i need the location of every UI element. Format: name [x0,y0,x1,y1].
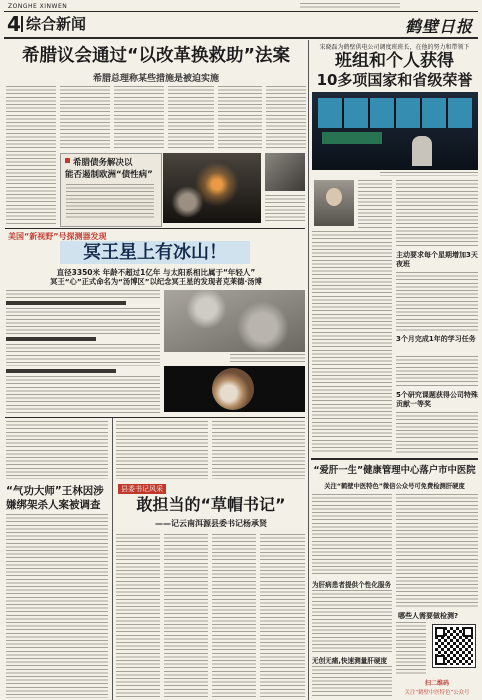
greece-photo-caption [265,195,305,223]
power-team-intro: 宋晓磊为鹤壁供电公司调度班班长，在他的努力和带领下 [319,44,470,51]
greece-body-col-4 [168,86,214,150]
qr-finder [435,627,445,637]
power-team-headline-line2: 10多项国家和省级荣誉 [316,71,473,89]
power-team-body-text-right [396,356,478,388]
pluto-surface-caption [230,354,305,364]
qr-caption-line2: 关注“鹤壁中医特色”公众号 [404,690,470,696]
header-meta-text [300,3,400,8]
power-team-headline-line1: 班组和个人获得 [335,51,454,71]
portrait-photo [314,180,354,226]
party-secretary-body-col-4 [260,534,305,698]
power-team-subhead-3: 5个研究课题获得公司特殊贡献一等奖 [396,391,478,408]
portrait-face [326,188,342,206]
greece-sidebar-box [60,153,162,227]
liver-center-body-text [312,590,392,652]
power-team-subhead-1: 主动要求每个星期增加3天夜班 [396,251,478,268]
greece-body-col-5 [218,86,262,150]
sidebar-title-line2: 能否遏制欧洲“债性病” [65,170,153,180]
greece-bottom-rule [5,228,305,229]
party-secretary-body-col-3 [212,534,256,698]
liver-center-body-text [312,494,392,576]
power-team-body-text-right [396,180,478,248]
greece-protest-photo [163,153,261,223]
qr-finder [463,627,473,637]
pluto-section-heading [6,301,126,305]
right-section-rule [311,458,478,460]
qigong-headline-line2: 嫌绑架杀人案被调查 [6,499,101,511]
section-title: 综合新闻 [26,15,87,33]
pluto-body-text [6,344,160,366]
power-team-body-text-right [396,412,478,454]
greece-body-col-1 [6,86,56,226]
power-team-body-text-right [396,272,478,332]
pluto-body-text [6,308,160,334]
pluto-headline-banner [60,241,250,264]
control-room-screens [318,98,472,128]
pluto-section-heading [6,337,96,341]
power-team-body-text [312,231,392,453]
greece-subhead: 希腊总理称某些措施是被迫实施 [92,74,219,84]
right-column-divider [308,40,309,700]
qr-finder [435,655,445,665]
header-bottom-rule [4,37,478,39]
party-secretary-tag: 县委书记风采 [118,484,166,494]
middle-top-body-text [116,421,208,479]
middle-top-body-text [212,421,305,479]
liver-center-headline: “爱肝一生”健康管理中心落户市中医院 [313,465,476,476]
left-column-body-text [6,421,108,479]
pluto-deck-line1: 直径3350米 年龄不超过1亿年 与太阳系相比属于“年轻人” [56,268,256,277]
liver-center-body-text [312,666,392,698]
control-room-panel [322,132,382,144]
greece-headline: 希腊议会通过“以改革换救助”法案 [21,46,290,66]
party-secretary-body-col-2 [164,534,208,698]
pluto-section-heading [6,369,116,373]
pluto-surface-photo [164,290,305,352]
greece-small-photo [265,153,305,191]
sidebar-title-line1: 希腊债务解决以 [73,158,133,168]
section-pinyin: ZONGHE XINWEN [8,3,68,10]
power-team-body-text [358,180,392,228]
sidebar-bullet-text [66,184,154,220]
pluto-bottom-rule [5,417,305,418]
pluto-headline: 冥王星上有冰山！ [83,242,227,263]
liver-center-subhead-1: 为肝病患者提供个性化服务 [312,581,392,589]
greece-body-col-6 [266,86,306,150]
column-divider [112,418,113,700]
liver-center-subhead-3: 无创无痛,快速测量肝硬度 [312,657,388,665]
liver-center-body-text-right [396,494,478,608]
qr-caption-line1: 扫二维码 [424,680,449,687]
page-number: 4 [7,12,21,36]
greece-body-col-3 [114,86,164,150]
control-room-photo [312,92,478,170]
newspaper-logo: 鹤壁日报 [405,17,474,36]
greece-body-col-2 [60,86,110,150]
party-secretary-subhead: ——记云南洱源县委书记杨承贤 [155,519,267,528]
sidebar-marker-icon [65,158,70,163]
qigong-body-text [6,514,108,698]
liver-center-subhead: 关注“鹤壁中医特色”微信公众号可免费检测肝硬度 [324,483,465,490]
page-number-divider [21,16,23,32]
pluto-body-intro [6,290,160,298]
pluto-body-text [6,376,160,414]
liver-center-body-text-right [396,622,426,676]
party-secretary-headline: 敢担当的“草帽书记” [136,495,286,514]
header-top-rule [4,11,478,12]
qigong-headline-line1: “气功大师”王林因涉 [6,485,104,497]
pluto-deck-line2: 冥王“心”正式命名为“汤博区”以纪念冥王星的发现者克莱德·汤博 [50,277,262,286]
pluto-disk [212,368,254,410]
control-room-caption [380,172,478,176]
liver-center-subhead-2: 哪些人需要做检测? [398,612,459,620]
pluto-kicker: 美国“新视野”号探测器发现 [8,232,107,241]
worker-figure [412,136,432,166]
power-team-subhead-2: 3个月完成1年的学习任务 [396,335,476,343]
qr-code-icon[interactable] [432,624,476,668]
party-secretary-body-col-1 [116,534,160,698]
pluto-globe-photo [164,366,305,412]
